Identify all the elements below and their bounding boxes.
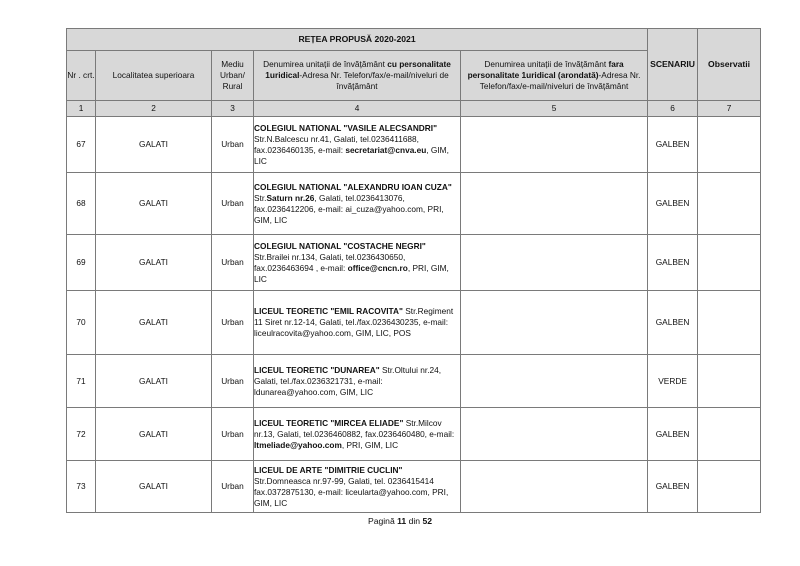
column-number: 4 bbox=[254, 101, 461, 117]
table-row bbox=[67, 235, 761, 291]
header-text: -Adresa Nr. Telefon/fax/e-mail/niveluri de învățământ bbox=[479, 70, 641, 91]
header-observatii: Observatii bbox=[698, 29, 761, 101]
table-row bbox=[67, 173, 761, 235]
school-name: LICEUL TEORETIC "DUNAREA" bbox=[254, 364, 380, 375]
row-mediu: Urban bbox=[212, 291, 254, 355]
row-observatii bbox=[698, 291, 761, 355]
page-of-label: din bbox=[406, 516, 423, 526]
table-title-row bbox=[67, 29, 761, 51]
row-localitate: GALATI bbox=[96, 117, 212, 173]
school-name: LICEUL TEORETIC "MIRCEA ELIADE" bbox=[254, 417, 404, 428]
column-number: 6 bbox=[648, 101, 698, 117]
row-mediu: Urban bbox=[212, 235, 254, 291]
row-scenariu: GALBEN bbox=[648, 291, 698, 355]
row-school bbox=[254, 117, 461, 173]
row-nr: 69 bbox=[67, 235, 96, 291]
row-school bbox=[254, 291, 461, 355]
row-localitate: GALATI bbox=[96, 291, 212, 355]
school-name: COLEGIUL NATIONAL "COSTACHE NEGRI" bbox=[254, 240, 426, 251]
school-name: COLEGIUL NATIONAL "ALEXANDRU IOAN CUZA" bbox=[254, 181, 452, 192]
column-number: 1 bbox=[67, 101, 96, 117]
column-number: 3 bbox=[212, 101, 254, 117]
row-nr: 67 bbox=[67, 117, 96, 173]
header-bold-text: personalitate 1uridical bbox=[265, 59, 451, 80]
header-localitate: Localitatea superioara bbox=[96, 51, 212, 101]
row-observatii bbox=[698, 461, 761, 513]
row-nr: 72 bbox=[67, 408, 96, 461]
row-scenariu: VERDE bbox=[648, 355, 698, 408]
page-label: Pagină bbox=[367, 516, 398, 526]
header-text: Denumirea unitații de învățământ bbox=[263, 59, 388, 69]
row-mediu: Urban bbox=[212, 173, 254, 235]
school-address-bold: office@cncn.ro bbox=[347, 262, 408, 273]
table-row bbox=[67, 461, 761, 513]
row-school bbox=[254, 235, 461, 291]
row-observatii bbox=[698, 117, 761, 173]
table-row bbox=[67, 291, 761, 355]
row-mediu: Urban bbox=[212, 461, 254, 513]
row-observatii bbox=[698, 173, 761, 235]
school-name: COLEGIUL NATIONAL "VASILE ALECSANDRI" bbox=[254, 122, 438, 133]
header-bold-text: cu bbox=[387, 59, 397, 69]
school-address-tail: , PRI, GIM, LIC bbox=[341, 439, 399, 450]
row-school bbox=[254, 173, 461, 235]
row-arondata bbox=[461, 408, 648, 461]
row-school bbox=[254, 461, 461, 513]
school-address: Str.Domneasca nr.97-99, Galati, tel. 0236415414 fax.0372875130, e-mail: liceularta@yahoo.com, PRI, GIM, LIC bbox=[254, 475, 449, 508]
school-address-tail: , Galati, tel.0236413076, fax.0236412206, e-mail: ai_cuza@yahoo.com, PRI, GIM, LIC bbox=[254, 192, 444, 225]
row-scenariu: GALBEN bbox=[648, 117, 698, 173]
row-scenariu: GALBEN bbox=[648, 408, 698, 461]
row-nr: 73 bbox=[67, 461, 96, 513]
row-nr: 68 bbox=[67, 173, 96, 235]
table-row bbox=[67, 355, 761, 408]
row-scenariu: GALBEN bbox=[648, 461, 698, 513]
header-mediu: Mediu Urban/ Rural bbox=[212, 51, 254, 101]
header-nr-crt: Nr . crt. bbox=[67, 51, 96, 101]
column-number: 7 bbox=[698, 101, 761, 117]
row-observatii bbox=[698, 355, 761, 408]
row-observatii bbox=[698, 408, 761, 461]
header-unit-with-legal-personality bbox=[254, 51, 461, 101]
school-address: Str.Milcov nr.13, Galati, tel.0236460882, fax.0236460480, e-mail: bbox=[254, 417, 455, 439]
header-unit-without-legal-personality bbox=[461, 51, 648, 101]
row-arondata bbox=[461, 117, 648, 173]
row-arondata bbox=[461, 173, 648, 235]
header-bold-text: fara personalitate 1uridical (arondată) bbox=[467, 59, 624, 80]
school-name: LICEUL TEORETIC "EMIL RACOVITA" bbox=[254, 306, 403, 316]
school-network-table bbox=[66, 28, 761, 513]
row-scenariu: GALBEN bbox=[648, 173, 698, 235]
column-number: 2 bbox=[96, 101, 212, 117]
page-footer bbox=[0, 516, 800, 526]
table-title: REȚEA PROPUSĂ 2020-2021 bbox=[67, 29, 648, 51]
row-school bbox=[254, 408, 461, 461]
row-localitate: GALATI bbox=[96, 355, 212, 408]
column-number-row bbox=[67, 101, 761, 117]
row-mediu: Urban bbox=[212, 117, 254, 173]
row-scenariu: GALBEN bbox=[648, 235, 698, 291]
column-number: 5 bbox=[461, 101, 648, 117]
row-localitate: GALATI bbox=[96, 235, 212, 291]
row-mediu: Urban bbox=[212, 355, 254, 408]
school-address: Str.N.Balcescu nr.41, Galati, tel.0236411688, fax.0236460135, e-mail: bbox=[254, 133, 419, 155]
row-localitate: GALATI bbox=[96, 408, 212, 461]
table-row bbox=[67, 408, 761, 461]
row-school bbox=[254, 355, 461, 408]
school-address: Str.Regiment 11 Siret nr.12-14, Galati, tel./fax.0236430235, e-mail: liceulracovita@yahoo.com, GIM, LIC, POS bbox=[254, 306, 454, 338]
row-observatii bbox=[698, 235, 761, 291]
school-address-tail: , GIM, LIC bbox=[254, 144, 449, 166]
school-address-bold: ltmeliade@yahoo.com bbox=[254, 439, 342, 450]
row-nr: 70 bbox=[67, 291, 96, 355]
school-address-bold: Saturn nr.26 bbox=[266, 192, 315, 203]
school-name: LICEUL DE ARTE "DIMITRIE CUCLIN" bbox=[254, 464, 403, 475]
row-mediu: Urban bbox=[212, 408, 254, 461]
table-row bbox=[67, 117, 761, 173]
row-localitate: GALATI bbox=[96, 173, 212, 235]
row-arondata bbox=[461, 235, 648, 291]
row-arondata bbox=[461, 461, 648, 513]
header-text: -Adresa Nr. Telefon/fax/e-mail/niveluri de învățământ bbox=[299, 70, 449, 91]
row-localitate: GALATI bbox=[96, 461, 212, 513]
row-arondata bbox=[461, 355, 648, 408]
row-arondata bbox=[461, 291, 648, 355]
school-address-tail: , PRI, GIM, LIC bbox=[254, 262, 449, 284]
school-address: Str. bbox=[254, 192, 267, 203]
school-address: Str.Brailei nr.134, Galati, tel.0236430650, fax.0236463694 , e-mail: bbox=[254, 251, 406, 273]
header-scenariu: SCENARIU bbox=[648, 29, 698, 101]
school-address-bold: secretariat@cnva.eu bbox=[345, 144, 427, 155]
header-text: Denumirea unitații de învățământ bbox=[484, 59, 609, 69]
total-pages: 52 bbox=[422, 516, 433, 526]
current-page: 11 bbox=[397, 516, 407, 526]
school-address: Str.Oltului nr.24, Galati, tel./fax.0236321731, e-mail: ldunarea@yahoo.com, GIM, LIC bbox=[254, 364, 442, 397]
row-nr: 71 bbox=[67, 355, 96, 408]
